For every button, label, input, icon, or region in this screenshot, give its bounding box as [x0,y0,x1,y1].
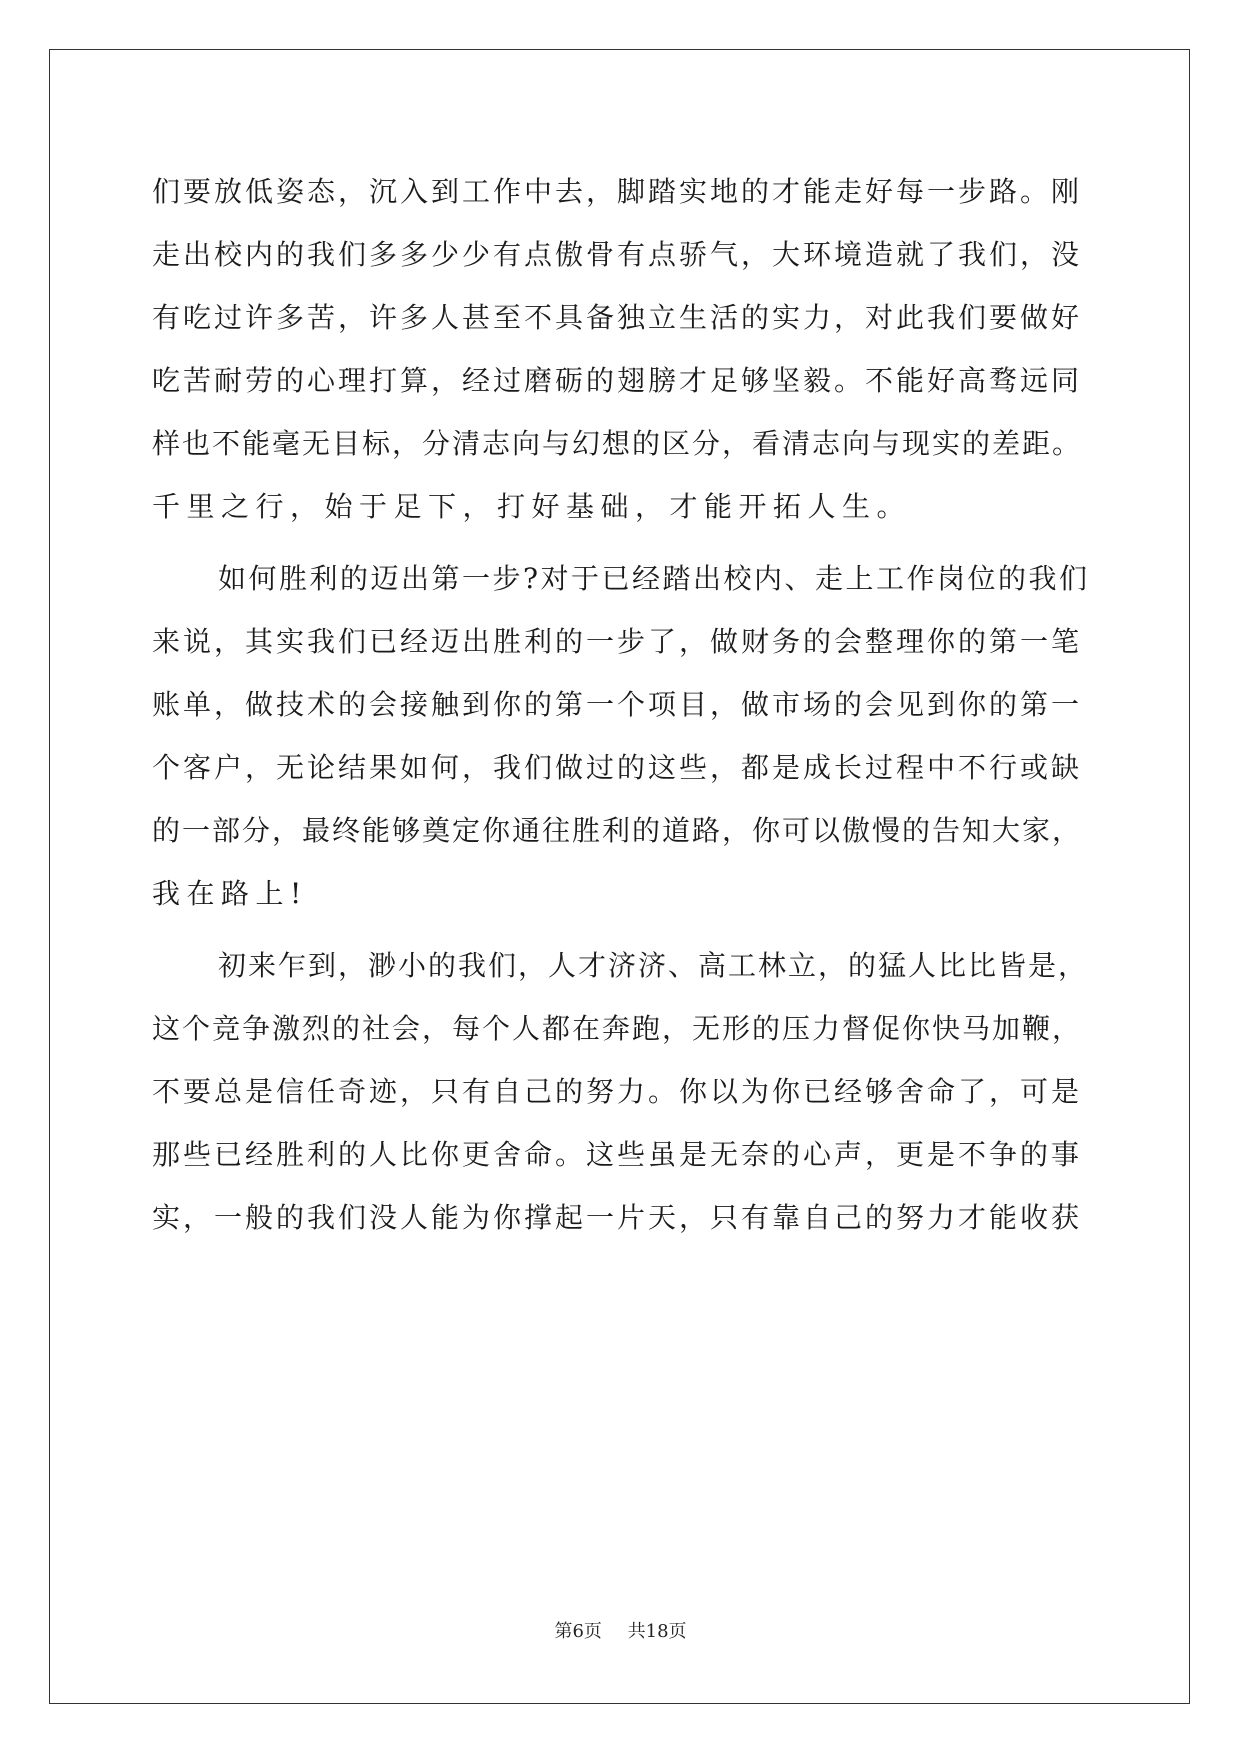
text-line: 的一部分，最终能够奠定你通往胜利的道路，你可以傲慢的告知大家， [152,814,1083,847]
text-line: 们要放低姿态，沉入到工作中去，脚踏实地的才能走好每一步路。刚 [152,175,1083,208]
text-line: 千里之行，始于足下，打好基础，才能开拓人生。 [152,490,912,523]
page-footer [0,1620,1241,1644]
text-line: 走出校内的我们多多少少有点傲骨有点骄气，大环境造就了我们，没 [152,238,1083,271]
page-number: 第6页 [554,1621,602,1642]
paragraph-first-line: 初来乍到，渺小的我们，人才济济、高工林立，的猛人比比皆是， [218,949,1089,982]
text-line: 吃苦耐劳的心理打算，经过磨砺的翅膀才足够坚毅。不能好高骛远同 [152,364,1083,397]
text-line: 我在路上! [152,877,308,910]
body-text [152,160,1092,1249]
paragraph-first-line: 如何胜利的迈出第一步?对于已经踏出校内、走上工作岗位的我们 [218,562,1090,595]
text-line: 这个竞争激烈的社会，每个人都在奔跑，无形的压力督促你快马加鞭， [152,1012,1083,1045]
text-line: 账单，做技术的会接触到你的第一个项目，做市场的会见到你的第一 [152,688,1083,721]
text-line: 不要总是信任奇迹，只有自己的努力。你以为你已经够舍命了，可是 [152,1075,1083,1108]
page-total: 共18页 [627,1621,687,1642]
text-line: 实，一般的我们没人能为你撑起一片天，只有靠自己的努力才能收获 [152,1201,1083,1234]
text-line: 来说，其实我们已经迈出胜利的一步了，做财务的会整理你的第一笔 [152,625,1083,658]
text-line: 有吃过许多苦，许多人甚至不具备独立生活的实力，对此我们要做好 [152,301,1083,334]
text-line: 那些已经胜利的人比你更舍命。这些虽是无奈的心声，更是不争的事 [152,1138,1083,1171]
text-line: 样也不能毫无目标，分清志向与幻想的区分，看清志向与现实的差距。 [152,427,1083,460]
text-line: 个客户，无论结果如何，我们做过的这些，都是成长过程中不行或缺 [152,751,1083,784]
